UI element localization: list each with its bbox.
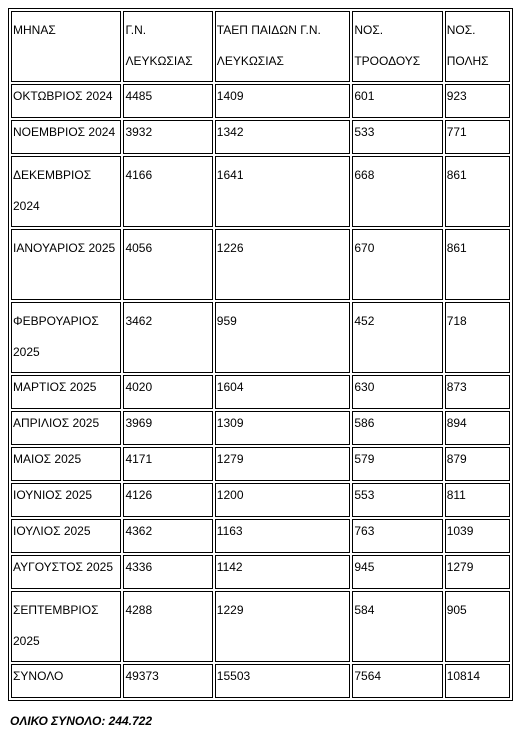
cell-value: 1342 — [215, 120, 351, 154]
table-row — [11, 447, 510, 481]
cell-value: 959 — [215, 302, 351, 373]
cell-month: ΑΠΡΙΛΙΟΣ 2025 — [11, 411, 121, 445]
table-row — [11, 302, 510, 373]
cell-value: 1641 — [215, 156, 351, 227]
cell-value: 3932 — [123, 120, 212, 154]
cell-value: 4336 — [123, 555, 212, 589]
cell-value: 452 — [352, 302, 442, 373]
grand-total: ΟΛΙΚΟ ΣΥΝΟΛΟ: 244.722 — [10, 714, 153, 728]
cell-month: ΙΑΝΟΥΑΡΙΟΣ 2025 — [11, 229, 121, 300]
table-row — [11, 375, 510, 409]
cell-month: ΙΟΥΛΙΟΣ 2025 — [11, 519, 121, 553]
cell-value: 1200 — [215, 483, 351, 517]
cell-month: ΙΟΥΝΙΟΣ 2025 — [11, 483, 121, 517]
total-value: 10814 — [445, 664, 510, 698]
cell-month: ΑΥΓΟΥΣΤΟΣ 2025 — [11, 555, 121, 589]
cell-value: 670 — [352, 229, 442, 300]
cell-value: 4166 — [123, 156, 212, 227]
cell-month: ΜΑΙΟΣ 2025 — [11, 447, 121, 481]
cell-month: ΝΟΕΜΒΡΙΟΣ 2024 — [11, 120, 121, 154]
cell-value: 579 — [352, 447, 442, 481]
cell-value: 861 — [445, 156, 510, 227]
cell-value: 718 — [445, 302, 510, 373]
cell-value: 4126 — [123, 483, 212, 517]
cell-value: 4485 — [123, 84, 212, 118]
cell-month: ΣΕΠΤΕΜΒΡΙΟΣ 2025 — [11, 591, 121, 662]
cell-value: 1142 — [215, 555, 351, 589]
cell-value: 1279 — [445, 555, 510, 589]
cell-value: 1163 — [215, 519, 351, 553]
cell-value: 4288 — [123, 591, 212, 662]
cell-value: 945 — [352, 555, 442, 589]
cell-value: 879 — [445, 447, 510, 481]
cell-value: 4171 — [123, 447, 212, 481]
cell-value: 873 — [445, 375, 510, 409]
cell-value: 1279 — [215, 447, 351, 481]
table-row — [11, 84, 510, 118]
cell-value: 1039 — [445, 519, 510, 553]
cell-month: ΔΕΚΕΜΒΡΙΟΣ 2024 — [11, 156, 121, 227]
cell-value: 811 — [445, 483, 510, 517]
cell-value: 1309 — [215, 411, 351, 445]
table-row — [11, 483, 510, 517]
cell-value: 584 — [352, 591, 442, 662]
table-row — [11, 120, 510, 154]
table-row — [11, 591, 510, 662]
cell-value: 553 — [352, 483, 442, 517]
cell-value: 4056 — [123, 229, 212, 300]
cell-value: 4020 — [123, 375, 212, 409]
table-row — [11, 411, 510, 445]
emergency-visits-table — [8, 8, 513, 701]
cell-value: 1229 — [215, 591, 351, 662]
cell-value: 4362 — [123, 519, 212, 553]
table-header-row — [11, 11, 510, 82]
header-taep-paidon: ΤΑΕΠ ΠΑΙΔΩΝ Γ.Ν. ΛΕΥΚΩΣΙΑΣ — [215, 11, 351, 82]
cell-value: 3969 — [123, 411, 212, 445]
cell-value: 861 — [445, 229, 510, 300]
cell-value: 601 — [352, 84, 442, 118]
header-month: ΜΗΝΑΣ — [11, 11, 121, 82]
cell-value: 3462 — [123, 302, 212, 373]
table-row — [11, 555, 510, 589]
cell-value: 1604 — [215, 375, 351, 409]
cell-value: 586 — [352, 411, 442, 445]
total-value: 7564 — [352, 664, 442, 698]
header-nos-troodous: ΝΟΣ. ΤΡΟΟΔΟΥΣ — [352, 11, 442, 82]
table-row — [11, 229, 510, 300]
cell-value: 1226 — [215, 229, 351, 300]
table-total-row — [11, 664, 510, 698]
cell-value: 923 — [445, 84, 510, 118]
header-gn-lefkosias: Γ.Ν. ΛΕΥΚΩΣΙΑΣ — [123, 11, 212, 82]
cell-value: 894 — [445, 411, 510, 445]
total-value: 49373 — [123, 664, 212, 698]
cell-value: 905 — [445, 591, 510, 662]
cell-value: 533 — [352, 120, 442, 154]
cell-month: ΜΑΡΤΙΟΣ 2025 — [11, 375, 121, 409]
cell-value: 1409 — [215, 84, 351, 118]
cell-value: 763 — [352, 519, 442, 553]
total-label: ΣΥΝΟΛΟ — [11, 664, 121, 698]
cell-value: 630 — [352, 375, 442, 409]
total-value: 15503 — [215, 664, 351, 698]
cell-value: 668 — [352, 156, 442, 227]
header-nos-polis: ΝΟΣ. ΠΟΛΗΣ — [445, 11, 510, 82]
cell-value: 771 — [445, 120, 510, 154]
table-row — [11, 156, 510, 227]
cell-month: ΟΚΤΩΒΡΙΟΣ 2024 — [11, 84, 121, 118]
cell-month: ΦΕΒΡΟΥΑΡΙΟΣ 2025 — [11, 302, 121, 373]
table-row — [11, 519, 510, 553]
